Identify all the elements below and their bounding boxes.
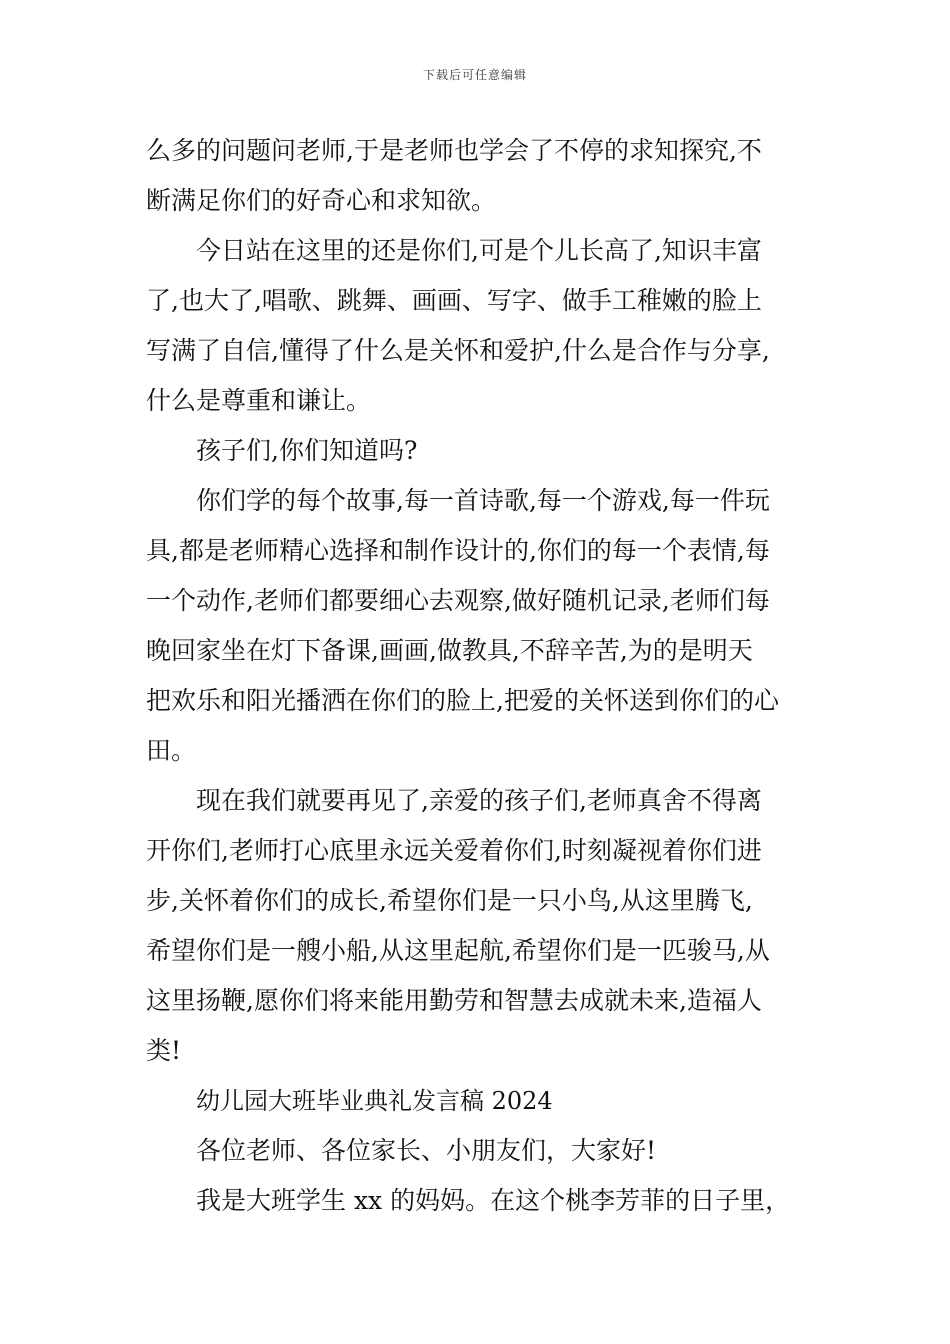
text-line: 一个动作,老师们都要细心去观察,做好随机记录,老师们每 <box>146 586 770 615</box>
text-line: 各位老师、各位家长、小朋友们，大家好! <box>196 1136 657 1165</box>
header-note: 下载后可任意编辑 <box>422 68 527 82</box>
text-line: 写满了自信,懂得了什么是关怀和爱护,什么是合作与分享, <box>146 336 770 365</box>
section-title: 幼儿园大班毕业典礼发言稿 2024 <box>196 1087 553 1115</box>
text-line: 我是大班学生 xx 的妈妈。在这个桃李芳菲的日子里， <box>196 1186 791 1215</box>
text-line: 么多的问题问老师,于是老师也学会了不停的求知探究,不 <box>146 136 762 165</box>
text-line: 田。 <box>146 736 197 765</box>
text-line: 你们学的每个故事,每一首诗歌,每一个游戏,每一件玩 <box>196 486 770 515</box>
text-line: 晚回家坐在灯下备课,画画,做教具,不辞辛苦,为的是明天 <box>146 636 753 665</box>
text-line: 这里扬鞭,愿你们将来能用勤劳和智慧去成就未来,造福人 <box>146 986 762 1015</box>
text-line: 具,都是老师精心选择和制作设计的,你们的每一个表情,每 <box>146 536 770 565</box>
text-line: 现在我们就要再见了,亲爱的孩子们,老师真舍不得离 <box>196 786 762 815</box>
text-line: 孩子们,你们知道吗? <box>196 436 418 465</box>
text-line: 把欢乐和阳光播洒在你们的脸上,把爱的关怀送到你们的心 <box>146 686 779 715</box>
text-line: 了,也大了,唱歌、跳舞、画画、写字、做手工稚嫩的脸上 <box>146 286 762 315</box>
text-line: 开你们,老师打心底里永远关爱着你们,时刻凝视着你们进 <box>146 836 762 865</box>
text-line: 类! <box>146 1036 182 1065</box>
text-line: 希望你们是一艘小船,从这里起航,希望你们是一匹骏马,从 <box>146 936 770 965</box>
text-line: 什么是尊重和谦让。 <box>146 386 372 415</box>
document-body <box>146 126 810 1226</box>
text-line: 今日站在这里的还是你们,可是个儿长高了,知识丰富 <box>196 236 762 265</box>
text-line: 步,关怀着你们的成长,希望你们是一只小鸟,从这里腾飞, <box>146 886 753 915</box>
text-line: 断满足你们的好奇心和求知欲。 <box>146 186 497 215</box>
